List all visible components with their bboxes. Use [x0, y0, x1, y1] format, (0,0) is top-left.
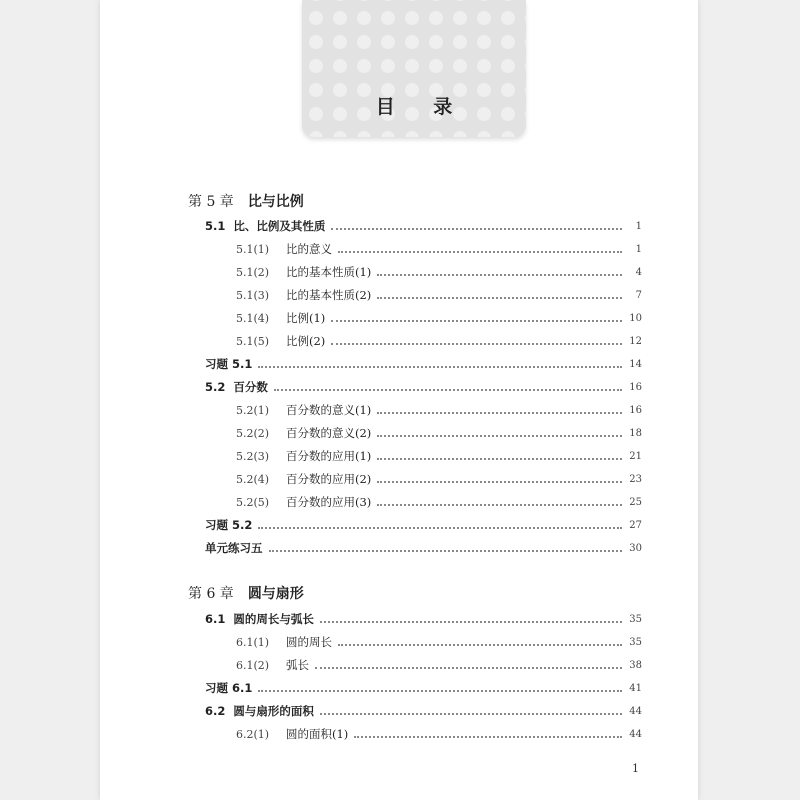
- toc-title: 目 录: [375, 96, 469, 118]
- dot-leader: [354, 735, 622, 738]
- toc-entry-page: 10: [629, 312, 642, 324]
- dot-leader: [269, 549, 623, 552]
- toc-entry-number: 第 5 章: [188, 194, 234, 210]
- toc-entry-title: 习题 6.1: [205, 681, 253, 695]
- toc-entry-page: 14: [629, 358, 642, 370]
- toc-entry-page: 44: [629, 705, 642, 717]
- toc-entry-title: 比与比例: [247, 194, 304, 210]
- toc-section-entry[interactable]: [205, 215, 642, 237]
- toc-subsection-entry[interactable]: [236, 261, 642, 283]
- toc-entry-page: 41: [629, 682, 642, 694]
- toc-entry-title: 比例(1): [286, 311, 326, 325]
- toc-chapter-heading[interactable]: [188, 190, 642, 212]
- toc-entry-number: 5.1(3): [236, 288, 270, 302]
- dot-leader: [377, 273, 622, 276]
- dot-leader: [258, 526, 622, 529]
- toc-entry-number: 5.2(1): [236, 403, 270, 417]
- toc-subsection-entry[interactable]: [236, 723, 642, 745]
- toc-entry-number: 6.1: [205, 612, 226, 626]
- toc-subsection-entry[interactable]: [236, 422, 642, 444]
- dot-leader: [274, 388, 622, 391]
- toc-entry-number: 6.2: [205, 704, 226, 718]
- toc-entry-title: 百分数: [233, 380, 268, 394]
- toc-entry-title: 比的基本性质(1): [286, 265, 372, 279]
- dot-leader: [258, 365, 622, 368]
- toc-entry-number: 5.1(1): [236, 242, 270, 256]
- toc-subsection-entry[interactable]: [236, 284, 642, 306]
- dot-leader: [377, 457, 622, 460]
- toc-entry-page: 44: [629, 728, 642, 740]
- dot-leader: [338, 250, 622, 253]
- toc-entry-page: 35: [629, 613, 642, 625]
- toc-entry-number: 5.2(4): [236, 472, 270, 486]
- toc-subsection-entry[interactable]: [236, 399, 642, 421]
- toc-entry-page: 18: [629, 427, 642, 439]
- toc-entry-page: 27: [629, 519, 642, 531]
- dot-leader: [377, 434, 622, 437]
- toc-section-entry[interactable]: [205, 353, 642, 375]
- toc-entry-page: 35: [629, 636, 642, 648]
- toc-entry-number: 5.2(5): [236, 495, 270, 509]
- toc-entry-title: 圆的面积(1): [286, 727, 349, 741]
- toc-entry-title: 百分数的应用(3): [286, 495, 372, 509]
- dot-leader: [377, 480, 622, 483]
- toc-entry-title: 圆与扇形的面积: [233, 704, 314, 718]
- toc-subsection-entry[interactable]: [236, 631, 642, 653]
- toc-subsection-entry[interactable]: [236, 330, 642, 352]
- toc-entry-title: 单元练习五: [205, 541, 263, 555]
- toc-entry-number: 6.1(1): [236, 635, 270, 649]
- toc-entry-number: 5.2(2): [236, 426, 270, 440]
- toc-entry-page: 38: [629, 659, 642, 671]
- toc-entry-title: 百分数的应用(1): [286, 449, 372, 463]
- toc-subsection-entry[interactable]: [236, 307, 642, 329]
- toc-entry-title: 比例(2): [286, 334, 326, 348]
- toc-entry-title: 圆的周长: [286, 635, 332, 649]
- toc-entry-number: 5.1(5): [236, 334, 270, 348]
- toc-entry-title: 圆与扇形: [247, 586, 304, 602]
- toc-entry-page: 12: [629, 335, 642, 347]
- dot-leader: [331, 319, 622, 322]
- toc-subsection-entry[interactable]: [236, 468, 642, 490]
- toc-entry-title: 比的意义: [286, 242, 332, 256]
- toc-entry-number: 6.2(1): [236, 727, 270, 741]
- toc-entry-title: 百分数的意义(2): [286, 426, 372, 440]
- toc-subsection-entry[interactable]: [236, 491, 642, 513]
- dot-leader: [320, 712, 622, 715]
- toc-entry-number: 5.1: [205, 219, 226, 233]
- toc-entry-number: 6.1(2): [236, 658, 270, 672]
- toc-entry-page: 4: [635, 266, 642, 278]
- dot-leader: [331, 342, 622, 345]
- toc-entry-number: 第 6 章: [188, 586, 234, 602]
- toc-entry-page: 16: [629, 381, 642, 393]
- toc-entry-title: 弧长: [286, 658, 309, 672]
- toc-entry-number: 5.2(3): [236, 449, 270, 463]
- toc-entry-title: 习题 5.2: [205, 518, 253, 532]
- toc-subsection-entry[interactable]: [236, 654, 642, 676]
- dot-leader: [338, 643, 622, 646]
- toc-entry-number: 5.1(2): [236, 265, 270, 279]
- toc-entry-page: 16: [629, 404, 642, 416]
- toc-section-entry[interactable]: [205, 537, 642, 559]
- dot-leader: [377, 411, 622, 414]
- toc-section-entry[interactable]: [205, 514, 642, 536]
- toc-entry-page: 21: [629, 450, 642, 462]
- dot-leader: [315, 666, 622, 669]
- dot-leader: [377, 296, 622, 299]
- toc-section-entry[interactable]: [205, 376, 642, 398]
- dot-leader: [331, 227, 622, 230]
- toc-section-entry[interactable]: [205, 608, 642, 630]
- toc-subsection-entry[interactable]: [236, 238, 642, 260]
- dot-leader: [258, 689, 622, 692]
- toc-header-banner: [302, 0, 526, 137]
- toc-entry-page: 25: [629, 496, 642, 508]
- page-number: 1: [632, 762, 639, 775]
- dot-leader: [320, 620, 622, 623]
- toc-entry-page: 7: [635, 289, 642, 301]
- toc-section-entry[interactable]: [205, 677, 642, 699]
- toc-entry-page: 23: [629, 473, 642, 485]
- toc-entry-title: 百分数的应用(2): [286, 472, 372, 486]
- toc-entry-title: 百分数的意义(1): [286, 403, 372, 417]
- toc-entry-title: 习题 5.1: [205, 357, 253, 371]
- toc-entry-number: 5.1(4): [236, 311, 270, 325]
- toc-chapter-heading[interactable]: [188, 582, 642, 604]
- toc-entry-title: 比、比例及其性质: [233, 219, 326, 233]
- toc-subsection-entry[interactable]: [236, 445, 642, 467]
- toc-entry-page: 1: [635, 243, 642, 255]
- toc-entry-page: 30: [629, 542, 642, 554]
- toc-entry-number: 5.2: [205, 380, 226, 394]
- dot-leader: [377, 503, 622, 506]
- toc-section-entry[interactable]: [205, 700, 642, 722]
- toc-entry-title: 圆的周长与弧长: [233, 612, 314, 626]
- toc-entry-title: 比的基本性质(2): [286, 288, 372, 302]
- toc-entry-page: 1: [635, 220, 642, 232]
